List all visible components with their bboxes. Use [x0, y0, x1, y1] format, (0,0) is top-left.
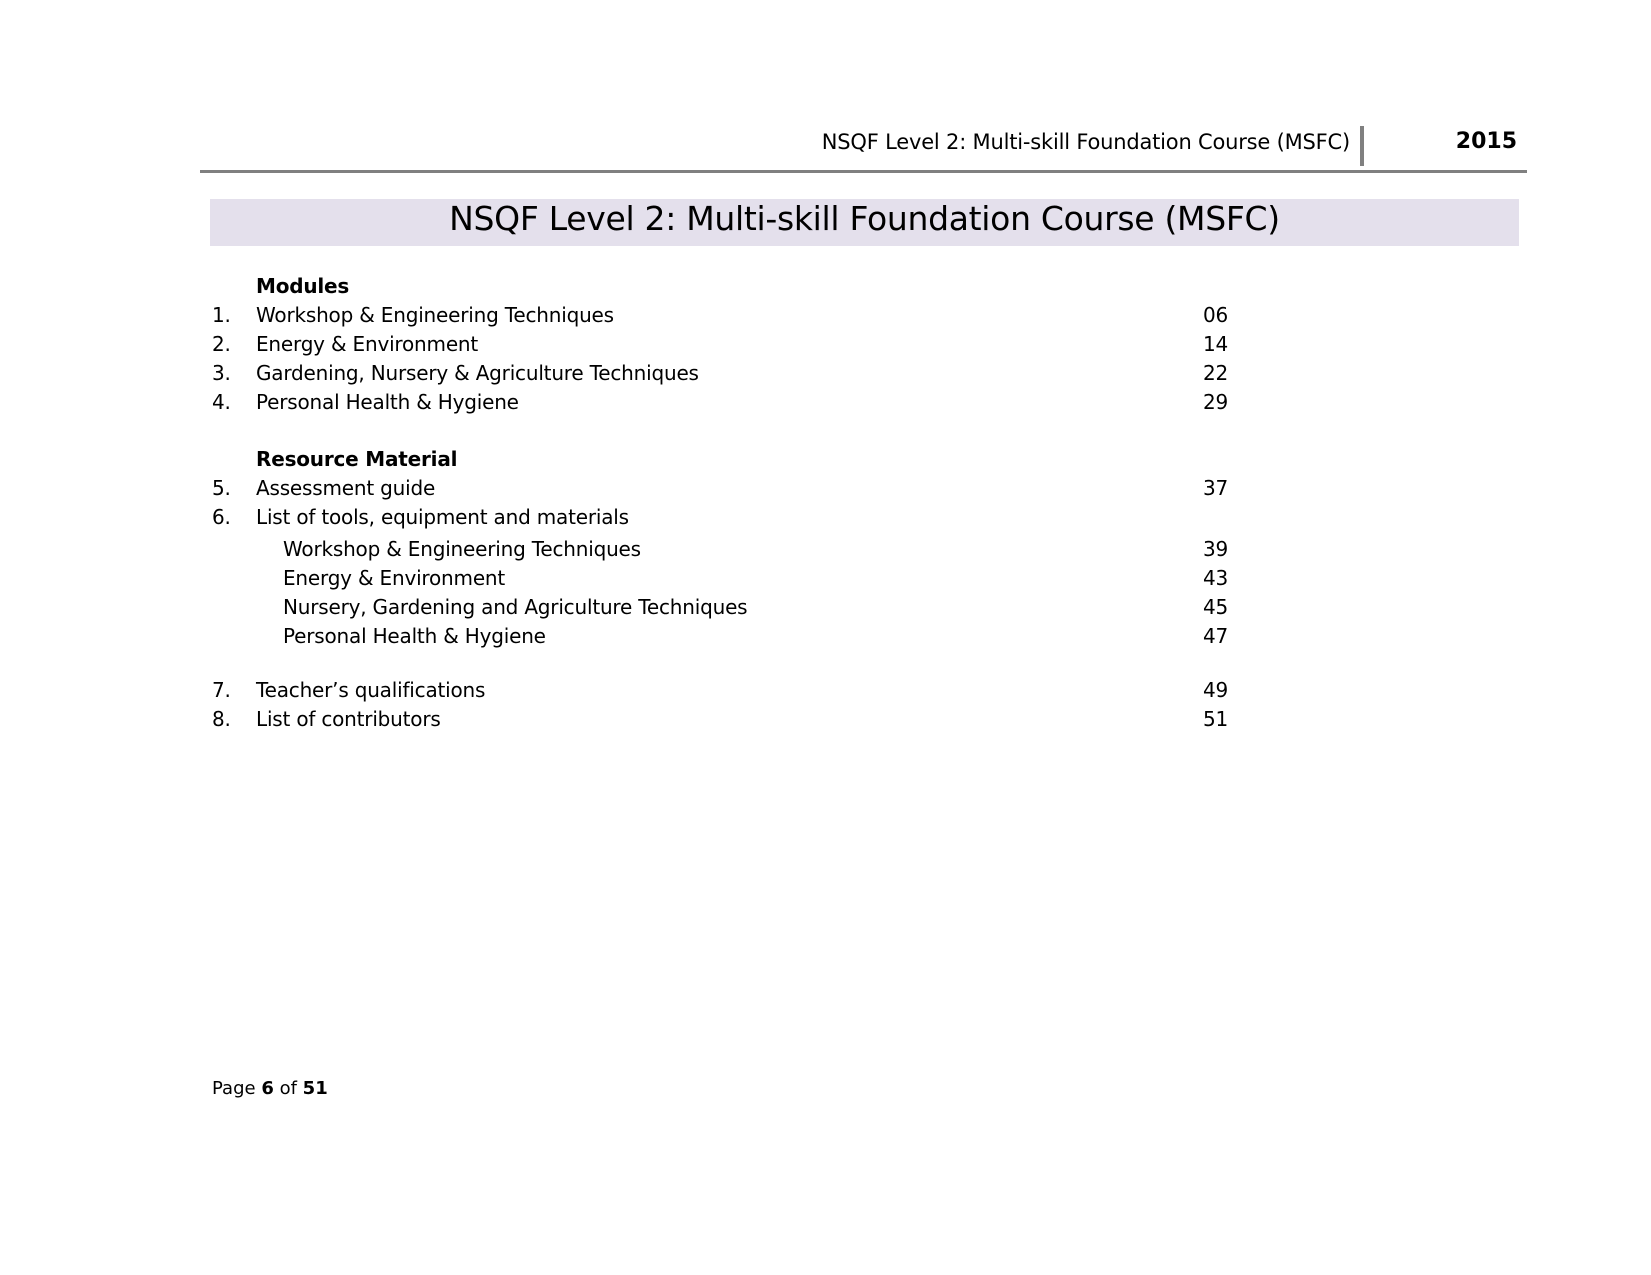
toc-page-number: 22: [1203, 361, 1229, 385]
toc-number: 5.: [212, 476, 231, 500]
toc-page-number: 29: [1203, 390, 1229, 414]
footer-current-page: 6: [261, 1078, 274, 1099]
running-header: [200, 120, 1527, 173]
toc-entry[interactable]: Teacher’s qualifications: [256, 678, 486, 702]
toc-number: 3.: [212, 361, 231, 385]
toc-number: 7.: [212, 678, 231, 702]
toc-entry[interactable]: List of tools, equipment and materials: [256, 505, 629, 529]
modules-heading: Modules: [256, 274, 350, 298]
toc-entry[interactable]: Workshop & Engineering Techniques: [256, 303, 614, 327]
header-separator: [1360, 126, 1364, 166]
toc-page-number: 37: [1203, 476, 1229, 500]
document-title: NSQF Level 2: Multi-skill Foundation Course (MSFC): [449, 199, 1280, 238]
toc-page-number: 49: [1203, 678, 1229, 702]
toc-subentry[interactable]: Workshop & Engineering Techniques: [283, 537, 641, 561]
toc-entry[interactable]: Gardening, Nursery & Agriculture Techniques: [256, 361, 699, 385]
title-band: [210, 199, 1519, 246]
footer-of-word: of: [279, 1078, 297, 1099]
toc-number: 4.: [212, 390, 231, 414]
header-year: 2015: [1455, 129, 1517, 154]
toc-number: 2.: [212, 332, 231, 356]
footer-total-pages: 51: [302, 1078, 328, 1099]
toc-number: 6.: [212, 505, 231, 529]
footer-page-word: Page: [212, 1078, 256, 1099]
toc-entry[interactable]: Energy & Environment: [256, 332, 479, 356]
toc-entry[interactable]: List of contributors: [256, 707, 441, 731]
page-footer: [212, 1078, 328, 1099]
header-title: NSQF Level 2: Multi-skill Foundation Course (MSFC): [821, 130, 1350, 154]
toc-page-number: 39: [1203, 537, 1229, 561]
toc-page-number: 43: [1203, 566, 1229, 590]
toc-entry[interactable]: Personal Health & Hygiene: [256, 390, 519, 414]
toc-subentry[interactable]: Energy & Environment: [283, 566, 506, 590]
toc-page-number: 47: [1203, 624, 1229, 648]
toc-number: 8.: [212, 707, 231, 731]
toc-entry[interactable]: Assessment guide: [256, 476, 436, 500]
resource-material-heading: Resource Material: [256, 447, 458, 471]
toc-subentry[interactable]: Personal Health & Hygiene: [283, 624, 546, 648]
toc-page-number: 51: [1203, 707, 1229, 731]
toc-subentry[interactable]: Nursery, Gardening and Agriculture Techniques: [283, 595, 748, 619]
toc-page-number: 06: [1203, 303, 1229, 327]
toc-page-number: 45: [1203, 595, 1229, 619]
toc-page-number: 14: [1203, 332, 1229, 356]
toc-number: 1.: [212, 303, 231, 327]
